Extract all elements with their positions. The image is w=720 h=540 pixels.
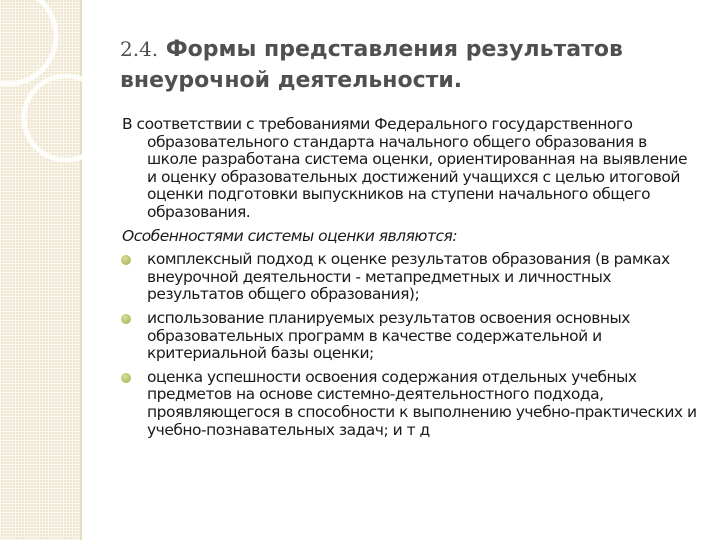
intro-paragraph — [122, 116, 700, 222]
slide-body — [122, 116, 700, 445]
decorative-circles — [0, 0, 82, 200]
bullet-icon — [121, 314, 131, 324]
features-heading: Особенностями системы оценки являются: — [122, 226, 458, 245]
bullet-icon — [121, 255, 131, 265]
bullet-text: использование планируемых результатов освоения основных образовательных программ в качестве содержательной и критериальной базы оценки; — [147, 308, 630, 363]
list-item — [122, 369, 700, 439]
intro-term: система оценки — [304, 150, 429, 169]
title-text: Формы представления результатов внеурочной деятельности. — [120, 37, 623, 93]
title-number: 2.4. — [120, 37, 159, 61]
bullet-icon — [121, 373, 131, 383]
bullet-text: комплексный подход к оценке результатов образования (в рамках внеурочной деятельности - метапредметных и личностных результатов общего образования); — [147, 250, 670, 304]
list-item — [122, 251, 700, 304]
slide-title — [120, 34, 680, 96]
intro-text-after: , ориентированная на выявление и оценку образовательных достижений учащихся с целью итоговой оценки подготовки выпускников на ступени начального общего образования. — [147, 150, 687, 221]
bullet-text: оценка успешности освоения содержания отдельных учебных предметов на основе системно-деятельностного подхода, проявляющегося в способности к выполнению учебно-практических и учебно-познавательных задач; и т д — [147, 367, 697, 439]
list-item — [122, 310, 700, 363]
intro-text-before: В соответствии с требованиями Федерального государственного образовательного стандарта начального общего образования в школе разработана — [122, 115, 647, 169]
